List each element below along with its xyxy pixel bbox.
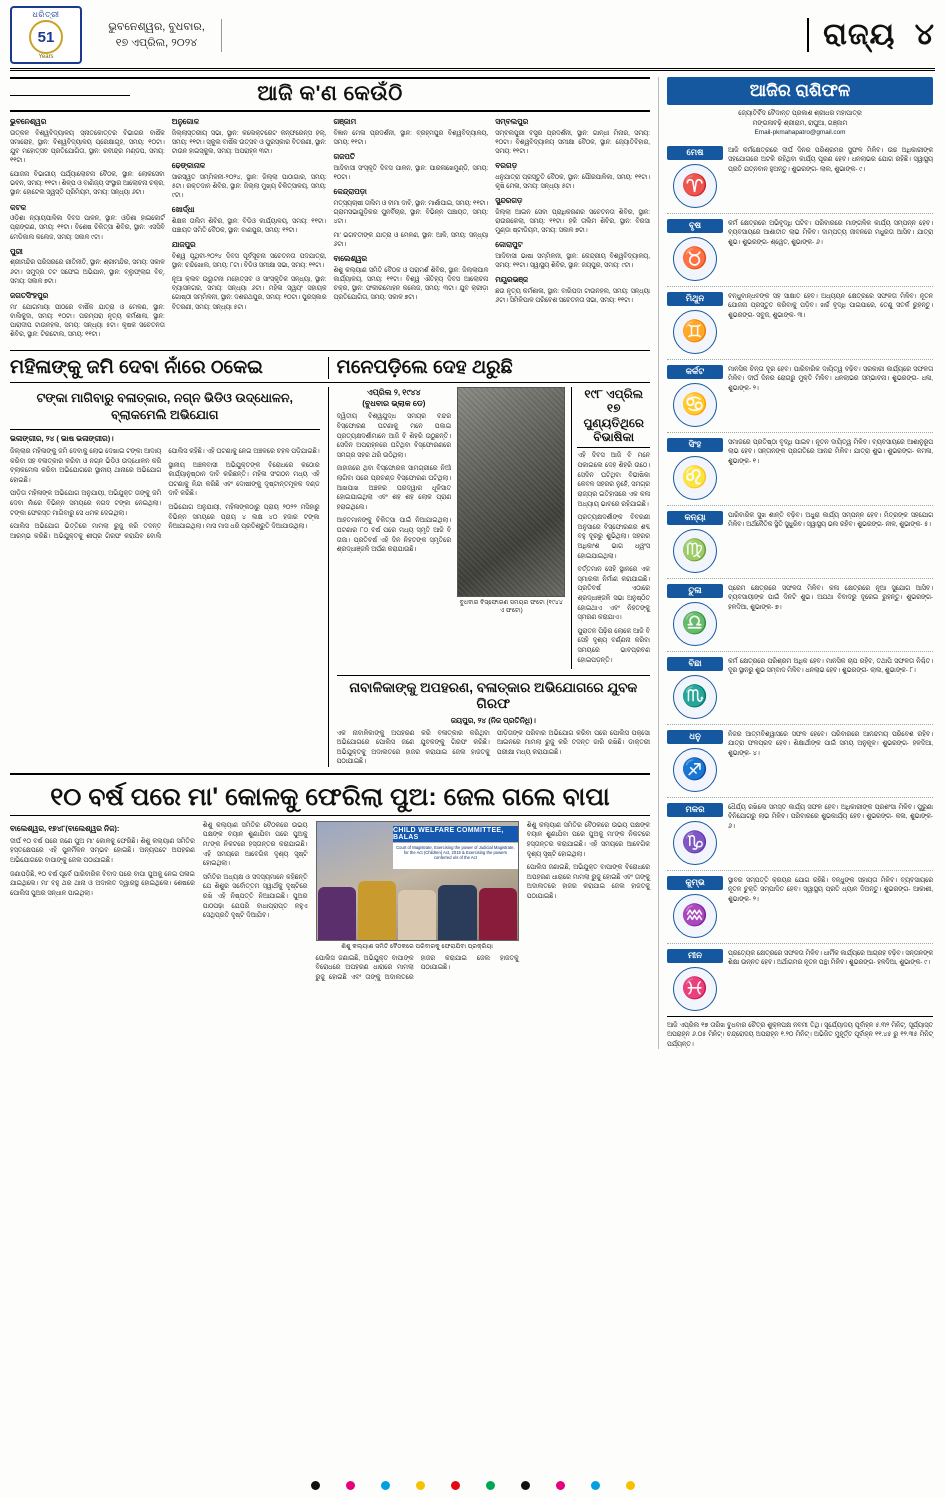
paragraph: ବର୍ତ୍ତମାନ ସେହି ସ୍ଥାନରେ ଏକ ସ୍ମାରକୀ ନିର୍ମାଣ କରାଯାଇଛି। ପ୍ରତିବର୍ଷ ଏଠାରେ ଶ୍ରଦ୍ଧାଞ୍ଜଳି ସଭା ଅନୁଷ୍ଠିତ ହୋଇଥାଏ ଏବଂ ନିହତଙ୍କୁ ସ୍ମରଣ କରାଯାଏ। [577,566,650,622]
paragraph: ପ୍ରତ୍ୟକ୍ଷଦର୍ଶୀଙ୍କ ବିବରଣୀ ଅନୁସାରେ ବିସ୍ଫୋରଣର ଶବ୍ଦ ବହୁ ଦୂରରୁ ଶୁଭିଥିଲା। ସହରର ଅଧିକାଂଶ ଭାଗ ଧ୍ୱଂସ ହୋଇଯାଇଥିଲା। [577,514,650,560]
body-reunion-3 [316,954,519,983]
registration-dot [416,1481,425,1490]
masthead-dateline [92,19,222,52]
zodiac-name: ମୀନ [667,949,723,963]
district-heading: ପୁରୀ [10,246,23,256]
body-anniversary [577,451,650,665]
district-heading: ସମ୍ବଲପୁର [495,117,529,126]
directory-column-3 [334,117,489,344]
registration-dot [591,1481,600,1490]
district-events: ସାରସ୍ୱତ ସମ୍ମିଳନୀ-୨୦୨୪, ସ୍ଥାନ: ଜିଲ୍ଲା ପାଠାଗାର, ସମୟ: ୫ଟା। ରକ୍ତଦାନ ଶିବିର, ସ୍ଥାନ: ଜିଲ୍ଲା ମୁଖ୍ୟ ଚିକିତ୍ସାଳୟ, ସମୟ: ୯ଟା। [171,173,327,200]
zodiac-name: ବୃଷ [667,219,723,233]
leo-icon: ♌ [673,456,717,500]
district-heading: ବାଲେଶ୍ୱର [333,254,368,264]
district-events: ସମ୍ବଲପୁରୀ ବସ୍ତ୍ର ପ୍ରଦର୍ଶନୀ, ସ୍ଥାନ: ଗାନ୍ଧୀ ମିନାର, ସମୟ: ୧୦ଟା। ବିଶ୍ୱବିଦ୍ୟାଳୟ ସମୀକ୍ଷା ବୈଠକ, ସ୍ଥାନ: ଜ୍ୟୋତିବିହାର, ସମୟ: ୧୧ଟା। [495,129,650,155]
body-reunion-1 [10,837,195,899]
horoscope-entry [667,433,933,506]
headline-row [10,357,650,383]
horoscope-entry [667,871,933,944]
horoscope-title: ଆଜିର ରାଶିଫଳ [667,77,933,105]
astrologer-name: ଜ୍ୟୋତିର୍ବିଦ ବୈଦାନ୍ତ ପ୍ରକାଶ ଶ୍ରୀଧର ମହାପାତ୍ର [738,110,862,117]
paragraph: ପୋଲିସ ଜଣାଇଛି, ଅଭିଯୁକ୍ତ ବାପାଙ୍କ ବିରୋଧରେ ଅପହରଣ ଧାରାରେ ମାମଲା ରୁଜୁ ହୋଇଛି ଏବଂ ତାଙ୍କୁ ଅଦାଲତରେ ହାଜର କରାଯାଇ ଜେଲ ହାଜତକୁ ପଠାଯାଇଛି। [526,864,650,901]
headline-reunion: ୧୦ ବର୍ଷ ପରେ ମା' କୋଳକୁ ଫେରିଲା ପୁଅ: ଜେଲ ଗଲେ ବାପା [10,783,650,816]
cwc-photo-caption: ଶିଶୁ କଲ୍ୟାଣ ସମିତି ବୈଠକରେ ପରିବାରକୁ ଫେରାଯିବା ପ୍ରକ୍ରିୟା [341,942,493,950]
section-name: ରାଜ୍ୟ [823,18,896,51]
paragraph: ଶିଶୁ କଲ୍ୟାଣ ସମିତିର ବୈଠକରେ ଉଭୟ ପକ୍ଷଙ୍କ ବୟାନ ଶୁଣାଯିବା ପରେ ପୁଅକୁ ମା'ଙ୍କ ନିକଟରେ ହସ୍ତାନ୍ତର କରାଯାଇଛି। ଏହି ସମୟରେ ଆବେଗିକ ଦୃଶ୍ୟ ସୃଷ୍ଟି ହୋଇଥିଲା। [202,821,308,868]
masthead [10,6,935,71]
paragraph: ଏକ ନାବାଳିକାଙ୍କୁ ଅପହରଣ କରି ବଳାତ୍କାର କରିଥିବା ଅଭିଯୋଗରେ ପୋଲିସ ଜଣେ ଯୁବକଙ୍କୁ ଗିରଫ କରିଛି। ଅଭିଯୁକ୍ତକୁ ଅଦାଲତରେ ହାଜର କରାଯାଇ ଜେଲ ହାଜତକୁ ପଠାଯାଇଛି। [336,729,490,766]
headline-anniversary: ୧୯୮ ଏପ୍ରିଲ ୧୭ ପୁଣ୍ୟତିଥିରେ ବିଭାଷିକା [577,387,650,449]
paragraph: ସମିତିର ଅଧ୍ୟକ୍ଷ ଓ ସଦସ୍ୟମାନେ କହିଛନ୍ତି ଯେ ଶିଶୁର ସର୍ବୋତ୍ତମ ସ୍ୱାର୍ଥକୁ ଦୃଷ୍ଟିରେ ରଖି ଏହି ନିଷ୍ପତ୍ତି ନିଆଯାଇଛି। ପୁଅର ପାଠପଢ଼ା ଯେପରି ବାଧାପ୍ରାପ୍ତ ନହୁଏ ସେଥିପ୍ରତି ଦୃଷ୍ଟି ଦିଆଯିବ। [202,873,308,920]
district-heading: ଗଞ୍ଜାମ [333,117,357,126]
district-heading: ଜଗତସିଂହପୁର [10,290,49,300]
district-heading: ମୟୂରଭଞ୍ଜ [495,275,529,285]
story-kidnap [337,675,650,767]
events-banner-wrap [10,77,650,112]
registration-dot [311,1481,320,1490]
directory-column-2 [172,117,327,344]
district-heading: ଢେଙ୍କାନାଳ [171,161,206,171]
byline-kidnap: ଜୟପୁର, ୨୪ (ନିଜ ପ୍ରତିନିଧି)। [450,715,536,725]
story-explosion [328,387,650,767]
zodiac-name: ମିଥୁନ [667,292,723,306]
horoscope-entry [667,579,933,652]
district-events: ଜିଲ୍ଲାସ୍ତରୀୟ ସଭା, ସ୍ଥାନ: କଲେକ୍ଟରେଟ କନ୍‌ଫରେନ୍ସ ହଲ୍‌, ସମୟ: ୧୧ଟା। ସ୍କୁଲ ବାର୍ଷିକ ଉତ୍ସବ ଓ ପୁରସ୍କାର ବିତରଣୀ, ସ୍ଥାନ: ଟାଉନ ହାଇସ୍କୁଲ, ସମୟ: ଅପରାହ୍ନ ୩ଟା। [171,129,327,155]
zodiac-text: ନିଜର ଆତ୍ମବିଶ୍ୱାସରେ ସଫଳ ହେବେ। ପରିବାରରେ ଆନନ୍ଦମୟ ପରିବେଶ ରହିବ। ଯାତ୍ରା ଫଳପ୍ରଦ ହେବ। ଶିକ୍ଷାର୍ଥୀଙ୍କ ପାଇଁ ସମୟ ଅନୁକୂଳ। ଶୁଭରଙ୍ଗ- ହଳଦିଆ, ଶୁଭାଙ୍କ- ୪। [728,730,933,757]
headline-land-fraud: ମହିଳାଙ୍କୁ ଜମି ଦେବା ନାଁରେ ଠକେଇ [10,357,263,379]
zodiac-text: ସ୍ଥାବର ସମ୍ପତ୍ତି କ୍ରୟର ଯୋଗ ରହିଛି। ବନ୍ଧୁଙ୍କ ସହାୟତା ମିଳିବ। ବ୍ୟବସାୟରେ ନୂତନ ଚୁକ୍ତି ସମ୍ପାଦିତ ହେବ। ସ୍ୱାସ୍ଥ୍ୟ ପ୍ରତି ଧ୍ୟାନ ଦିଅନ୍ତୁ। ଶୁଭରଙ୍ଗ- ଆକାଶୀ, ଶୁଭାଙ୍କ- ୨। [728,876,933,903]
headline-explosion-memoir: ମନେପଡ଼ିଲେ ଦେହ ଥରୁଛି [336,357,513,379]
horoscope-entry [667,506,933,579]
directory-column-4 [495,117,650,344]
registration-dot [521,1481,530,1490]
newspaper-logo [10,6,82,64]
paragraph: ଶିଶୁ କଲ୍ୟାଣ ସମିତିର ବୈଠକରେ ଉଭୟ ପକ୍ଷଙ୍କ ବୟାନ ଶୁଣାଯିବା ପରେ ପୁଅକୁ ମା'ଙ୍କ ନିକଟରେ ହସ୍ତାନ୍ତର କରାଯାଇଛି। ଏହି ସମୟରେ ଆବେଗିକ ଦୃଶ୍ୟ ସୃଷ୍ଟି ହୋଇଥିଲା। [526,821,650,858]
district-heading: ସୁନ୍ଦରଗଡ଼ [495,196,523,206]
virgo-icon: ♍ [673,529,717,573]
zodiac-name: ମକର [667,803,723,817]
zodiac-text: ପ୍ରେମ କ୍ଷେତ୍ରରେ ସଫଳତା ମିଳିବ। କଳା କ୍ଷେତ୍ରରେ ନୂଆ ସୁଯୋଗ ଆସିବ। ବ୍ୟବସାୟୀଙ୍କ ପାଇଁ ଦିନଟି ଶୁଭ। ଅଯଥା ବିବାଦରୁ ଦୂରେଇ ରୁହନ୍ତୁ। ଶୁଭରଙ୍ଗ- ହଳଦିଆ, ଶୁଭାଙ୍କ- ୭। [728,584,933,611]
district-heading: ଯାଜପୁର [171,240,196,250]
district-events: ଧନୁଯାତ୍ରା ପ୍ରସ୍ତୁତି ବୈଠକ, ସ୍ଥାନ: ପୌରପାଳିକା, ସମୟ: ୧୧ଟା। କୃଷି ମେଳା, ସମୟ: ସନ୍ଧ୍ୟା ୫ଟା। [495,173,650,190]
paragraph: ଆହତମାନଙ୍କୁ ଚିକିତ୍ସା ପାଇଁ ନିଆଯାଇଥିଲା। ଘଟଣାର ୮୦ ବର୍ଷ ପରେ ମଧ୍ୟ ସ୍ମୃତି ଆଜି ବି ତାଜା। ପ୍ରତିବର୍ଷ ଏହି ଦିନ ନିହତଙ୍କ ସ୍ମୃତିରେ ଶ୍ରଦ୍ଧାଞ୍ଜଳି ଅର୍ପଣ କରାଯାଉଛି। [336,517,452,554]
zodiac-text: ପ୍ରତ୍ୟେକ କ୍ଷେତ୍ରରେ ସଫଳତା ମିଳିବ। ଧାର୍ମିକ କାର୍ଯ୍ୟରେ ଆଗ୍ରହ ବଢ଼ିବ। ସନ୍ତାନଙ୍କ ଶିକ୍ଷା ଉନ୍ନତ ହେବ। ଅର୍ଥାଗମର ନୂତନ ପନ୍ଥା ମିଳିବ। ଶୁଭରଙ୍ଗ- ହଳଦିଆ, ଶୁଭାଙ୍କ- ୯। [728,949,933,967]
zodiac-name: ବିଛା [667,657,723,671]
district-events: ମା' ଭଗବତୀଙ୍କ ଯାତ୍ରା ଓ ମେଳଣ, ସ୍ଥାନ: ଆଳି, ସମୟ: ସନ୍ଧ୍ୟା ୬ଟା। [333,232,489,249]
subheadline-land-fraud: ଟଙ୍କା ମାଗିବାରୁ ବଳାତ୍କାର, ନଗ୍ନ ଭିଡିଓ ଉଦ୍ଧୋଳନ, ବ୍ଲାକମେଲି ଅଭିଯୋଗ [10,390,320,430]
logo-title: ଧରିତ୍ରୀ [32,10,60,19]
district-heading: କଟକ [10,202,27,212]
aquarius-icon: ♒ [673,894,717,938]
headline-kidnap: ନାବାଳିକାଙ୍କୁ ଅପହରଣ, ବଳାତ୍କାର ଅଭିଯୋଗରେ ଯୁବକ ଗିରଫ [349,680,638,712]
registration-dot [346,1481,355,1490]
paragraph: ଜିଲ୍ଲାର ମହିଳାଙ୍କୁ ଜମି ଦେବାକୁ ଲୋଭ ଦେଖାଇ ଟଙ୍କା ଆଦାୟ କରିବା ସହ ବଳାତ୍କାର କରିବା ଓ ନଗ୍ନ ଭିଡିଓ ଉଦ୍ଧୋଳନ କରି ବ୍ଲାକମେଲ କରିବା ଅଭିଯୋଗରେ ସ୍ଥାନୀୟ ଥାନାରେ ଅଭିଯୋଗ ହୋଇଛି। [10,447,162,484]
registration-dot [486,1481,495,1490]
horoscope-entry [667,141,933,214]
district-events: ଜିଲ୍ଲା ଆଇନ ସେବା ପ୍ରାଧିକରଣର ସଚେତନତା ଶିବିର, ସ୍ଥାନ: ରାଉରକେଲା, ସମୟ: ୧୧ଟା। ହକି ତାଲିମ ଶିବିର, ସ୍ଥାନ: ବିରସା ମୁଣ୍ଡା ଷ୍ଟାଡିୟମ, ସମୟ: ସକାଳ ୭ଟା। [495,208,650,235]
paragraph: ପୀଡ଼ିତା ମହିଳାଙ୍କ ଅଭିଯୋଗ ଅନୁଯାୟୀ, ଅଭିଯୁକ୍ତ ତାଙ୍କୁ ଜମି ଦେବା ନାଁରେ ବିଭିନ୍ନ ସମୟରେ ନଗଦ ଟଙ୍କା ନେଇଥିଲା। ଟଙ୍କା ଫେରସ୍ତ ମାଗିବାରୁ ସେ ଧମକ ଦେଇଥିଲା। [10,490,162,517]
events-directory [10,117,650,344]
logo-years-label: Years [38,54,54,60]
district-events: ମତ୍ସ୍ୟଚାଷୀ ତାଲିମ ଓ ବୀମା ଦାବି, ସ୍ଥାନ: ମାର୍ଶାଘାଇ, ସମୟ: ୧୧ଟା। ଗ୍ରାମସଭାଗୁଡ଼ିକର ପୁନର୍ବିଚାର, ସ୍ଥାନ: ବିଭିନ୍ନ ପଞ୍ଚାୟତ, ସମୟ: ୪ଟା। [333,199,489,225]
horoscope-entry [667,652,933,725]
paragraph: ପୋଲିସ ଜଣାଇଛି, ଅଭିଯୁକ୍ତ ବାପାଙ୍କ ବିରୋଧରେ ଅପହରଣ ଧାରାରେ ମାମଲା ରୁଜୁ ହୋଇଛି ଏବଂ ତାଙ୍କୁ ଅଦାଲତରେ ହାଜର କରାଯାଇ ଜେଲ ହାଜତକୁ ପଠାଯାଇଛି। [315,954,519,982]
body-kidnap [337,729,650,767]
paragraph: ଜଣାପଡ଼ିଛି, ୧୦ ବର୍ଷ ପୂର୍ବେ ପାରିବାରିକ ବିବାଦ ପରେ ବାପା ପୁଅକୁ ନେଇ ପଳାଇ ଯାଇଥିଲେ। ମା' ବହୁ ଥର ଥାନା ଓ ଅଦାଲତ ଦ୍ୱାରସ୍ଥ ହୋଇଥିଲେ। ଶେଷରେ ପୋଲିସ ପୁଅର ସନ୍ଧାନ ପାଇଥିଲା। [10,870,195,897]
horoscope-entry [667,287,933,360]
zodiac-text: ବନ୍ଧୁବାନ୍ଧବଙ୍କ ସହ ସାକ୍ଷାତ ହେବ। ଅଧ୍ୟୟନ କ୍ଷେତ୍ରରେ ସଫଳତା ମିଳିବ। ନୂତନ ଯୋଜନା ପ୍ରସ୍ତୁତ କରିବାକୁ ପଡ଼ିବ। ଖର୍ଚ୍ଚ ବୃଦ୍ଧି ପାଇପାରେ, ତେଣୁ ସତର୍କ ରୁହନ୍ତୁ। ଶୁଭରଙ୍ଗ- ସବୁଜ, ଶୁଭାଙ୍କ- ୩। [728,292,933,319]
horoscope-rail [658,77,933,1049]
page-number: ୪ [914,18,935,51]
body-reunion-2 [203,821,308,921]
paragraph: ପୀଡ଼ିତାଙ୍କ ପରିବାର ଅଭିଯୋଗ କରିବା ପରେ ପୋଲିସ ପକ୍ସୋ ଆଇନରେ ମାମଲା ରୁଜୁ କରି ତଦନ୍ତ ଜାରି ରଖିଛି। ଡାକ୍ତରୀ ପରୀକ୍ଷା ମଧ୍ୟ କରାଯାଇଛି। [496,729,650,756]
district-events: ଓଡ଼ିଶା ନ୍ୟାୟପାଳିକା ଦିବସ ପାଳନ, ସ୍ଥାନ: ଓଡ଼ିଶା ହାଇକୋର୍ଟ ପ୍ରାଙ୍ଗଣ, ସମୟ: ୧୧ଟା। ବିଶେଷ ଚିକିତ୍ସା ଶିବିର, ସ୍ଥାନ: ଏସସିବି ମେଡିକାଲ କଲେଜ, ସମୟ: ସକାଳ ୯ଟା। [10,215,165,241]
zodiac-name: କୁମ୍ଭ [667,876,723,890]
color-registration-bar [0,1475,945,1494]
gemini-icon: ♊ [673,310,717,354]
district-events: ନୂଆ କ୍ଲବ ଉଦ୍ଘାଟନୀ ମହୋତ୍ସବ ଓ ସାଂସ୍କୃତିକ ସନ୍ଧ୍ୟା, ସ୍ଥାନ: ବ୍ୟାସନଗର, ସମୟ: ସନ୍ଧ୍ୟା ୬ଟା। ମହିଳା ସ୍ୱୟଂ ସହାୟକ ଗୋଷ୍ଠୀ ସମ୍ମିଳନୀ, ସ୍ଥାନ: ଦଶରଥପୁର, ସମୟ: ୧୦ଟା। ପୁରସ୍କାର ବିତରଣୀ, ସମୟ: ସନ୍ଧ୍ୟା ୫ଟା। [171,276,327,311]
astrologer-address: ମଙ୍ଗଳାବଢ଼ି ଶ୍ରୀରାମ, ରାଘୁଆ, ଗଞ୍ଜାମ [752,119,848,127]
district-heading: ଭୁବନେଶ୍ୱର [10,117,47,126]
zodiac-name: ତୁଳା [667,584,723,598]
zodiac-text: ମାନସିକ ଚିନ୍ତା ଦୂର ହେବ। ପାରିବାରିକ ଦାୟିତ୍ୱ ବଢ଼ିବ। ସରକାରୀ କାର୍ଯ୍ୟରେ ସଫଳତା ମିଳିବ। ଦୀର୍ଘ ଦିନର ରୋଗରୁ ମୁକ୍ତି ମିଳିବ। ଧନଲାଭର ସମ୍ଭାବନା। ଶୁଭରଙ୍ଗ- ଧଳା, ଶୁଭାଙ୍କ- ୨। [728,365,933,392]
section-divider [10,350,650,351]
astrologer-email: Email-pkmahapatro@gmail.com [754,129,846,137]
taurus-icon: ♉ [673,237,717,281]
paragraph: ପୁରାତନ ପିଢ଼ିର ଲୋକେ ଆଜି ବି ସେହି ଦୃଶ୍ୟ ବର୍ଣ୍ଣନା କରିବା ସମୟରେ ଭାବପ୍ରବଣ ହୋଇପଡ଼ନ୍ତି। [577,627,650,664]
zodiac-text: ଆଜି କର୍ମକ୍ଷେତ୍ରରେ ଦୀର୍ଘ ଦିନର ପରିଶ୍ରମର ସୁଫଳ ମିଳିବ। ଉଚ୍ଚ ଅଧିକାରୀଙ୍କ ସହଯୋଗରେ ଅଟକି ରହିଥିବା କାର୍ଯ୍ୟ ପୂରଣ ହେବ। ଧନଲାଭର ଯୋଗ ରହିଛି। ସ୍ୱାସ୍ଥ୍ୟ ପ୍ରତି ଯତ୍ନବାନ ହୁଅନ୍ତୁ। ଶୁଭରଙ୍ଗ- ଲାଲ, ଶୁଭାଙ୍କ- ୯। [728,146,933,173]
libra-icon: ♎ [673,602,717,646]
district-events: ଶିକ୍ଷକ ତାଲିମ ଶିବିର, ସ୍ଥାନ: ବିଡିଓ କାର୍ଯ୍ୟାଳୟ, ସମୟ: ୧୧ଟା। ପଞ୍ଚାୟତ ସମିତି ବୈଠକ, ସ୍ଥାନ: ବାଣପୁର, ସମୟ: ୧୨ଟା। [171,217,327,235]
main-content [10,77,650,1049]
paragraph: ଏହି ଦିବସ ଆଜି ବି ମନେ ପକାଇଲେ ଦେହ ଶିହରି ଉଠେ। ସେଦିନ ଘଟିଥିବା ବିଭୀଷିକା କେବଳ ସହରର ନୁହେଁ, ସମଗ୍ର ରାଜ୍ୟର ଇତିହାସରେ ଏକ କଳା ଅଧ୍ୟାୟ ଭାବରେ ରହିଯାଇଛି। [577,452,650,508]
district-events: ବିଶ୍ୱ ପୃଥିବୀ-୨୦୨୪ ଦିବସ ପୂର୍ବସୂଚନା ସଚେତନତା ପଦଯାତ୍ରା, ସ୍ଥାନ: ଚନ୍ଦିଖୋଲ, ସମୟ: ୮ଟା। ବିଡିଓ ସମୀକ୍ଷା ସଭା, ସମୟ: ୧୧ଟା। [171,252,327,270]
cwc-banner-title: CHILD WELFARE COMMITTEE, BALAS [393,826,518,842]
body-explosion [337,412,451,555]
masthead-place: ଭୁବନେଶ୍ୱର, ବୁଧବାର, [108,20,205,33]
horoscope-entry [667,725,933,798]
paragraph: ପୋଲିସ ଅଭିଯୋଗ ଭିତ୍ତିରେ ମାମଲା ରୁଜୁ କରି ତଦନ୍ତ ଆରମ୍ଭ କରିଛି। ଅଭିଯୁକ୍ତକୁ ଶୀଘ୍ର ଗିରଫ କରାଯିବ ବୋଲି ପୋଲିସ କହିଛି। ଏହି ଘଟଣାକୁ ନେଇ ଅଞ୍ଚଳରେ ଚହଳ ପଡ଼ିଯାଇଛି। [10,447,320,540]
masthead-date: ୧୭ ଏପ୍ରିଲ, ୨୦୨୪ [115,37,198,49]
paragraph: ଅଭିଯୋଗ ଅନୁଯାୟୀ, ମହିଳାଙ୍କଠାରୁ ପ୍ରାୟ ୨୦୨୨ ମସିହାରୁ ବିଭିନ୍ନ ସମୟରେ ପ୍ରାୟ ୪ ଲକ୍ଷ ୪୦ ହଜାର ଟଙ୍କା ନିଆଯାଇଥିଲା। ମାସ ମାସ ଧରି ପ୍ରତିଶ୍ରୁତି ଦିଆଯାଉଥିଲା। [168,503,320,531]
byline-reunion: ବାଲେଶ୍ୱର, ୧୭୪୮(ବାଲେଶ୍ୱର ନିଜ): [10,823,120,833]
cancer-icon: ♋ [673,383,717,427]
zodiac-text: କର୍ମ କ୍ଷେତ୍ରରେ ଅଭିବୃଦ୍ଧି ଘଟିବ। ପରିବାରରେ ମାଙ୍ଗଳିକ କାର୍ଯ୍ୟ ସମ୍ପନ୍ନ ହେବ। ବ୍ୟବସାୟରେ ଆଶାତୀତ ଲାଭ ମିଳିବ। ଦାମ୍ପତ୍ୟ ଜୀବନରେ ମଧୁରତା ଆସିବ। ଯାତ୍ରା ଶୁଭ। ଶୁଭରଙ୍ଗ- ଶ୍ୱେତ, ଶୁଭାଙ୍କ- ୬। [728,219,933,246]
body-reunion-4 [527,821,650,902]
horoscope-entry [667,214,933,287]
district-events: ଶିଶୁ କଲ୍ୟାଣ ସମିତି ବୈଠକ ଓ ପରାମର୍ଶ ଶିବିର, ସ୍ଥାନ: ଜିଲ୍ଲାପାଳ କାର୍ଯ୍ୟାଳୟ, ସମୟ: ୧୧ଟା। ବିଶ୍ୱ ଐତିହ୍ୟ ଦିବସ ଆଲୋଚନା ଚକ୍ର, ସ୍ଥାନ: ଫକୀରମୋହନ କଲେଜ, ସମୟ: ୩ଟା। ଯୁବ କ୍ରୀଡ଼ା ପ୍ରତିଯୋଗିତା, ସମୟ: ସକାଳ ୭ଟା। [333,267,489,302]
district-heading: ଖୋର୍ଦ୍ଧା [171,205,195,215]
capricorn-icon: ♑ [673,821,717,865]
paragraph: ଦୀର୍ଘ ୧୦ ବର୍ଷ ପରେ ଜଣେ ପୁଅ ମା' କୋଳକୁ ଫେରିଛି। ଶିଶୁ କଲ୍ୟାଣ ସମିତିର ହସ୍ତକ୍ଷେପରେ ଏହି ପୁନର୍ମିଳନ ସମ୍ଭବ ହୋଇଛି। ଅନ୍ୟପଟେ ଅପହରଣ ଅଭିଯୋଗରେ ବାପାଙ୍କୁ ଜେଲ ପଠାଯାଇଛି। [10,837,195,865]
district-events: ଯୋଜନା ବିଭାଗୀୟ ପର୍ଯ୍ୟାଲୋଚନା ବୈଠକ, ସ୍ଥାନ: ଲୋକସେବା ଭବନ, ସମୟ: ୧୧ଟା। ଶିଳ୍ପ ଓ ବାଣିଜ୍ୟ ସଂସ୍ଥାର ଆଲୋଚନା ଚକ୍ର, ସ୍ଥାନ: ହୋଟେଲ ସ୍ୱସ୍ତି ପ୍ରିମିୟମ, ସମୟ: ସନ୍ଧ୍ୟା ୬ଟା। [10,171,165,197]
story-reunion [10,773,650,983]
explosion-photo [457,387,565,597]
zodiac-name: କର୍କଟ [667,365,723,379]
body-land-fraud [10,447,320,541]
registration-dot [626,1481,635,1490]
section-header [807,18,935,52]
pisces-icon: ♓ [673,967,717,1011]
horoscope-entry [667,944,933,1016]
district-events: ବିଜ୍ଞାନ ମେଳା ପ୍ରଦର୍ଶନୀ, ସ୍ଥାନ: ବ୍ରହ୍ମପୁର ବିଶ୍ୱବିଦ୍ୟାଳୟ, ସମୟ: ୧୧ଟା। [333,129,489,146]
paragraph: ଜାହାଜରେ ଥିବା ବିସ୍ଫୋରକ ସାମଗ୍ରୀରେ ନିଆଁ ଲାଗିବା ପରେ ପ୍ରଚଣ୍ଡ ବିସ୍ଫୋରଣ ଘଟିଥିଲା। ଆଖପାଖ ଅଞ୍ଚଳର ଘରଦ୍ୱାର ଧୂଳିସାତ ହୋଇଯାଇଥିଲା ଏବଂ ଶହ ଶହ ଲୋକ ପ୍ରାଣ ହରାଇଥିଲେ। [336,465,452,511]
zodiac-name: ଧନୁ [667,730,723,744]
zodiac-text: କର୍ମ କ୍ଷେତ୍ରରେ ପରିଶ୍ରମ ଅଧିକ ହେବ। ମାନସିକ ଚାପ ରହିବ, ତଥାପି ସଫଳତା ନିଶ୍ଚିତ। ଦୂର ସ୍ଥାନରୁ ଶୁଭ ସମ୍ବାଦ ମିଳିବ। ଧନଲାଭ ହେବ। ଶୁଭରଙ୍ଗ- ଲାଲ, ଶୁଭାଙ୍କ- ୮। [728,657,933,675]
paragraph: ଦ୍ୱିତୀୟ ବିଶ୍ୱଯୁଦ୍ଧ ସମୟର ବନ୍ଦର ବିସ୍ଫୋରଣ ଘଟଣାକୁ ମନେ ପକାଇ ପ୍ରତ୍ୟକ୍ଷଦର୍ଶୀମାନେ ଆଜି ବି ଶିହରି ଉଠୁଛନ୍ତି। ସେଦିନ ଅପରାହ୍ନରେ ଘଟିଥିବା ବିସ୍ଫୋରଣରେ ସମଗ୍ର ସହର ଥରି ଉଠିଥିଲା। [336,413,452,459]
zodiac-name: ମେଷ [667,146,723,160]
district-heading: ବରଗଡ଼ [495,161,518,171]
district-events: ଆଦିବାସୀ ସଂସ୍କୃତି ଦିବସ ପାଳନ, ସ୍ଥାନ: ପାରଳାଖେମୁଣ୍ଡି, ସମୟ: ୧୦ଟା। [333,164,489,181]
district-events: ମା' ଯୋଗମାୟା ପୀଠରେ ବାର୍ଷିକ ଯାତ୍ରା ଓ ମେଳଣ, ସ୍ଥାନ: ବାଲିକୁଦା, ସମୟ: ୧୦ଟା। ପରମ୍ପରା ନୃତ୍ୟ କର୍ମଶାଳା, ସ୍ଥାନ: ପାରାଦୀପ ଟାଉନହଲ, ସମୟ: ସନ୍ଧ୍ୟା ୫ଟା। କୃଷକ ସଚେତନତା ଶିବିର, ସ୍ଥାନ: ଟିରଟୋଲ, ସମୟ: ୧୧ଟା। [10,303,165,338]
logo-anniversary-number: 51 [29,20,63,54]
explosion-day-label: (ବୁଧବାର ଭ୍ଲାକ ଡେ) [362,399,426,409]
zodiac-name: କନ୍ୟା [667,511,723,525]
events-banner: ଆଜି କ'ଣ କେଉଁଠି [10,77,650,112]
horoscope-entry [667,798,933,871]
district-events: ଛଉ ନୃତ୍ୟ କର୍ମଶାଳା, ସ୍ଥାନ: ବାରିପଦା ଟାଉନହଲ, ସମୟ: ସନ୍ଧ୍ୟା ୬ଟା। ସିମିଳିପାଳ ପରିବେଶ ସଚେତନତା ସଭା, ସମୟ: ୧୧ଟା। [495,287,650,305]
district-heading: ଗଜପତି [333,151,356,161]
paragraph: ସ୍ଥାନୀୟ ଅଞ୍ଚଳବାସୀ ଅଭିଯୁକ୍ତଙ୍କ ବିରୋଧରେ କଠୋର କାର୍ଯ୍ୟାନୁଷ୍ଠାନ ଦାବି କରିଛନ୍ତି। ମହିଳା ସଂଗଠନ ମଧ୍ୟ ଏହି ଘଟଣାକୁ ନିନ୍ଦା କରିଛି ଏବଂ ଦୋଷୀଙ୍କୁ ଦୃଷ୍ଟାନ୍ତମୂଳକ ଦଣ୍ଡ ଦାବି କରିଛି। [168,461,320,498]
zodiac-text: ପାରିବାରିକ ସୁଖ ଶାନ୍ତି ବଢ଼ିବ। ଅଧୁରା କାର୍ଯ୍ୟ ସମ୍ପନ୍ନ ହେବ। ମିତ୍ରଙ୍କ ସହଯୋଗ ମିଳିବ। ଅର୍ଥନୈତିକ ସ୍ଥିତି ସୁଧୁରିବ। ସ୍ୱାସ୍ଥ୍ୟ ଭଲ ରହିବ। ଶୁଭରଙ୍ଗ- ନୀଳ, ଶୁଭାଙ୍କ- ୫। [728,511,933,529]
zodiac-name: ସିଂହ [667,438,723,452]
district-events: ଉତ୍କଳ ବିଶ୍ୱବିଦ୍ୟାଳୟ ସ୍ନାତକୋତ୍ତର ବିଭାଗର ବାର୍ଷିକ ସମାରୋହ, ସ୍ଥାନ: ବିଶ୍ୱବିଦ୍ୟାଳୟ ପ୍ରେକ୍ଷାଗୃହ, ସମୟ: ୧୦ଟା। ଯୁବ ମହୋତ୍ସବ ପ୍ରତିଯୋଗିତା, ସ୍ଥାନ: ରବୀନ୍ଦ୍ର ମଣ୍ଡପ, ସମୟ: ୧୧ଟା। [10,129,165,165]
explosion-photo-caption: ବୁଧବାର ବିସ୍ଫୋରଣ ସମୟର ଫଟୋ (୧୯୪୪ ଏ ଫଟୋ) [459,598,563,614]
zodiac-text: ଧୈର୍ଯ୍ୟ ରଖିଲେ ସମସ୍ତ କାର୍ଯ୍ୟ ସଫଳ ହେବ। ଅଧିକାରୀଙ୍କ ପ୍ରଶଂସା ମିଳିବ। ପୁରୁଣା ବିନିଯୋଗରୁ ଲାଭ ମିଳିବ। ପରିବାରରେ ଶୁଭକାର୍ଯ୍ୟ ହେବ। ଶୁଭରଙ୍ଗ- କଳା, ଶୁଭାଙ୍କ- ୬। [728,803,933,830]
horoscope-entry [667,360,933,433]
cwc-meeting-photo [316,821,519,941]
registration-dot [381,1481,390,1490]
registration-dot [451,1481,460,1490]
district-heading: କେନ୍ଦ୍ରାପଡ଼ା [333,186,367,196]
sagittarius-icon: ♐ [673,748,717,792]
district-heading: କୋରାପୁଟ [495,240,523,250]
astrologer-credit [667,105,933,141]
district-events: ଆଦିବାସୀ ଭାଷା ସମ୍ମିଳନୀ, ସ୍ଥାନ: କେନ୍ଦ୍ରୀୟ ବିଶ୍ୱବିଦ୍ୟାଳୟ, ସମୟ: ୧୧ଟା। ସ୍ୱାସ୍ଥ୍ୟ ଶିବିର, ସ୍ଥାନ: ଜୟପୁର, ସମୟ: ୯ଟା। [495,252,650,270]
scorpio-icon: ♏ [673,675,717,719]
registration-dot [556,1481,565,1490]
cwc-banner-subtitle: Court of Magistrate, Exercising the power of Judicial Magistrate, for the Act (Children) Act, 2015 & Exercising the powers conferred u/s of the Act [393,843,518,869]
panchanga-note: ଆଜି ଏପ୍ରିଲ ୧୭ ତାରିଖ ବୁଧବାର ଚୈତ୍ର ଶୁକ୍ଳପକ୍ଷ ନବମୀ ତିଥି। ସୂର୍ଯ୍ୟୋଦୟ ପୂର୍ବାହ୍ନ ୫.୩୨ ମିନିଟ୍, ସୂର୍ଯ୍ୟାସ୍ତ ଅପରାହ୍ନ ୬.୦୫ ମିନିଟ୍। ଚନ୍ଦ୍ରୋଦୟ ଅପରାହ୍ନ ୧.୨୦ ମିନିଟ୍। ଅଭିଜିତ ମୁହୂର୍ତ୍ତ ପୂର୍ବାହ୍ନ ୧୧.୪୫ ରୁ ୧୨.୩୫ ମିନିଟ୍ ପର୍ଯ୍ୟନ୍ତ। [667,1016,933,1049]
district-heading: ଅନୁଗୋଳ [171,117,200,126]
aries-icon: ♈ [673,164,717,208]
explosion-date: ଏପ୍ରିଲ ୨, ୧୯୪୪ [367,387,421,397]
zodiac-text: ସମାଜରେ ପ୍ରତିଷ୍ଠା ବୃଦ୍ଧି ପାଇବ। ନୂତନ ଦାୟିତ୍ୱ ମିଳିବ। ବ୍ୟବସାୟରେ ଆଶାନୁରୂପ ଲାଭ ହେବ। ସନ୍ତାନଙ୍କ ପ୍ରଗତିରେ ଆନନ୍ଦ ମିଳିବ। ଯାତ୍ରା ଶୁଭ। ଶୁଭରଙ୍ଗ- କମଳା, ଶୁଭାଙ୍କ- ୧। [728,438,933,465]
district-events: ଶ୍ରୀମନ୍ଦିର ପରିସରରେ ରୀତିନୀତି, ସ୍ଥାନ: ଶ୍ରୀମନ୍ଦିର, ସମୟ: ସକାଳ ୬ଟା। ସମୁଦ୍ର ତଟ ସଫେଇ ଅଭିଯାନ, ସ୍ଥାନ: ବ୍ଲୁଫ୍ଲାଗ ବିଚ୍, ସମୟ: ସକାଳ ୭ଟା। [10,259,165,285]
story-land-fraud [10,387,320,767]
directory-column-1 [10,117,165,344]
byline-land-fraud: ଭଳାଙ୍ଗୀର, ୨୪ ( ଭାଷ ଭଳାଙ୍ଗୀର)। [10,433,114,443]
